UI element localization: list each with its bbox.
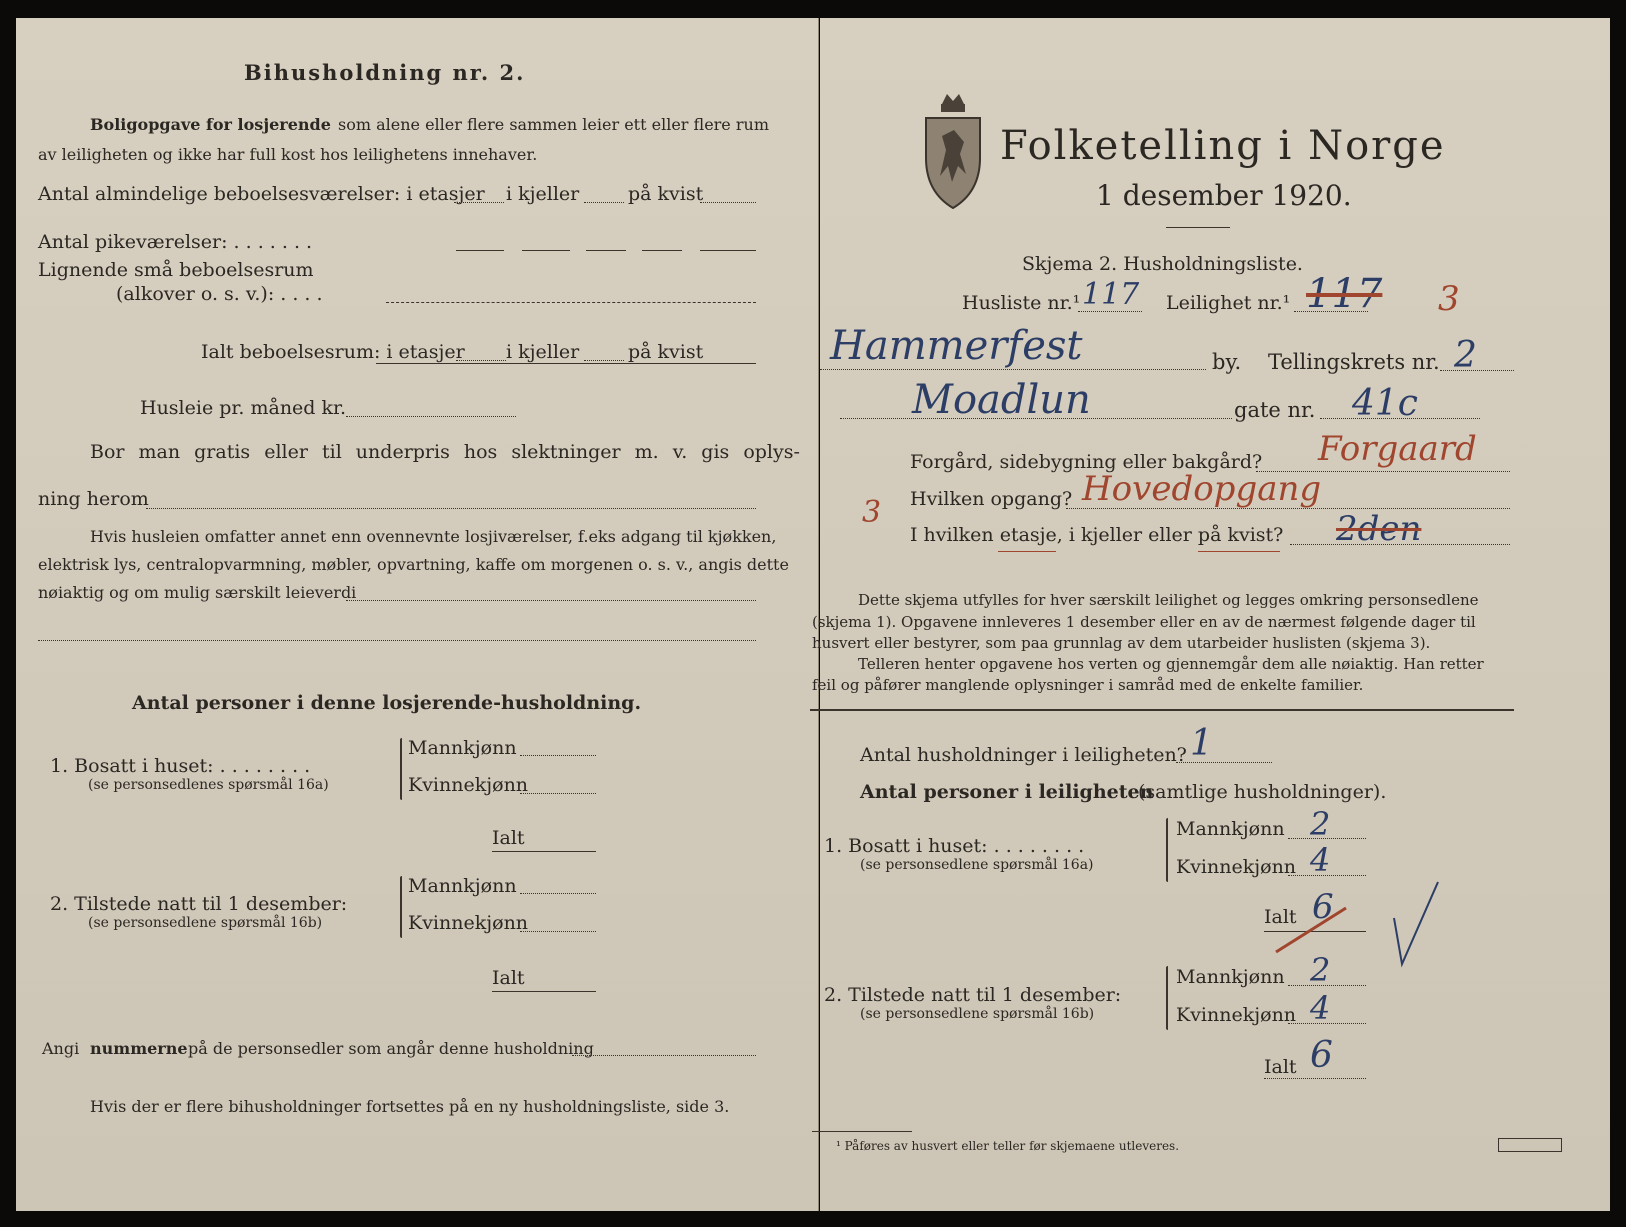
street-value: Moadlun: [912, 377, 1091, 423]
margin-mark: 3: [862, 495, 882, 530]
gate-value: 41c: [1352, 383, 1418, 424]
rooms-attic-label: på kvist: [628, 183, 704, 205]
right-page: [812, 18, 1610, 1211]
left-q1-sub: (se personsedlenes spørsmål 16a): [88, 777, 329, 793]
left-footer: Hvis der er flere bihusholdninger fortsettes på en ny husholdningsliste, side 3.: [90, 1097, 730, 1116]
rent-label: Husleie pr. måned kr.: [140, 397, 347, 419]
left-q2: 2. Tilstede natt til 1 desember:: [50, 893, 348, 915]
numbers-post: på de personsedler som angår denne husholdning: [188, 1039, 594, 1058]
left-q1-total-label: Ialt: [492, 827, 525, 849]
floor-question: I hvilken etasje, i kjeller eller på kvist?: [910, 524, 1284, 546]
left-q2-total-label: Ialt: [492, 967, 525, 989]
right-q1-male-label: Mannkjønn: [1176, 818, 1285, 840]
city-label: by.: [1212, 350, 1242, 374]
similar-rooms-label: Lignende små beboelsesrum: [38, 259, 314, 281]
free-line1: Bor man gratis eller til underpris hos slektninger m. v. gis oplys-: [90, 441, 800, 463]
instr-line3: husvert eller bestyrer, som paa grunnlag av dem utarbeider huslisten (skjema 3).: [812, 634, 1431, 652]
right-q1-total-label: Ialt: [1264, 906, 1297, 928]
printer-stamp-icon: [1498, 1138, 1562, 1152]
instr-line5: feil og påfører manglende oplysninger i samråd med de enkelte familier.: [812, 676, 1364, 694]
right-persons-heading-rest: (samtlige husholdninger).: [1138, 781, 1387, 803]
yard-question: Forgård, sidebygning eller bakgård?: [910, 451, 1263, 473]
left-q1-male-label: Mannkjønn: [408, 737, 517, 759]
checkmark-icon: [1388, 878, 1444, 970]
left-q2-male-label: Mannkjønn: [408, 875, 517, 897]
right-q1-male-value: 2: [1310, 805, 1331, 843]
entrance-question: Hvilken opgang?: [910, 488, 1073, 510]
yard-value: Forgaard: [1318, 429, 1477, 469]
leilighet-value: 3: [1438, 279, 1460, 319]
right-q1-total-value: 6: [1312, 887, 1334, 927]
similar-rooms-sub: (alkover o. s. v.): . . . .: [116, 283, 323, 305]
right-q2-male-value: 2: [1310, 951, 1331, 989]
gate-label: gate nr.: [1234, 398, 1316, 422]
left-title: Bihusholdning nr. 2.: [244, 60, 526, 85]
total-rooms-label: Ialt beboelsesrum: i etasjer: [201, 341, 465, 363]
strike-mark-icon: [1272, 904, 1352, 956]
maid-rooms-label: Antal pikeværelser: . . . . . . .: [38, 231, 313, 253]
left-q2-sub: (se personsedlene spørsmål 16b): [88, 915, 323, 931]
incl-line1: Hvis husleien omfatter annet enn ovennevnte losjiværelser, f.eks adgang til kjøkken,: [90, 527, 777, 546]
leilighet-struck-value: 117: [1306, 271, 1383, 317]
right-q2-female-label: Kvinnekjønn: [1176, 1004, 1297, 1026]
right-q2-sub: (se personsedlene spørsmål 16b): [860, 1006, 1095, 1022]
floor-value: 2den: [1336, 509, 1422, 549]
households-value: 1: [1190, 723, 1213, 764]
incl-line3: nøiaktig og om mulig særskilt leieverdi: [38, 583, 357, 602]
free-line2: ning herom: [38, 488, 149, 510]
instr-line2: (skjema 1). Opgavene innleveres 1 desember eller en av de nærmest følgende dager til: [812, 613, 1476, 631]
footnote: ¹ Påføres av husvert eller teller før skjemaene utleveres.: [836, 1139, 1180, 1153]
right-q1-female-label: Kvinnekjønn: [1176, 856, 1297, 878]
households-question: Antal husholdninger i leiligheten?: [860, 744, 1187, 766]
right-q2-total-label: Ialt: [1264, 1056, 1297, 1078]
left-q1-female-label: Kvinnekjønn: [408, 774, 529, 796]
left-q2-female-label: Kvinnekjønn: [408, 912, 529, 934]
leilighet-label: Leilighet nr.¹: [1166, 292, 1291, 314]
census-date: 1 desember 1920.: [1096, 179, 1352, 212]
coat-of-arms-icon: [920, 92, 986, 212]
husliste-label: Husliste nr.¹: [962, 292, 1081, 314]
right-q2-female-value: 4: [1310, 989, 1331, 1027]
right-q1: 1. Bosatt i huset: . . . . . . . .: [824, 835, 1085, 857]
numbers-pre: Angi: [42, 1039, 80, 1058]
krets-value: 2: [1454, 335, 1477, 376]
intro-bold: Boligopgave for losjerende: [90, 115, 331, 134]
entrance-value: Hovedopgang: [1082, 469, 1322, 509]
left-q1: 1. Bosatt i huset: . . . . . . . .: [50, 755, 311, 777]
husliste-value: 117: [1082, 277, 1140, 312]
right-q1-sub: (se personsedlene spørsmål 16a): [860, 857, 1094, 873]
left-persons-heading: Antal personer i denne losjerende-husholdning.: [132, 692, 642, 714]
total-attic-label: på kvist: [628, 341, 704, 363]
intro-rest: som alene eller flere sammen leier ett eller flere rum: [338, 115, 769, 134]
right-q2: 2. Tilstede natt til 1 desember:: [824, 984, 1122, 1006]
right-q2-male-label: Mannkjønn: [1176, 966, 1285, 988]
instr-line4: Telleren henter opgavene hos verten og gjennemgår dem alle nøiaktig. Han retter: [858, 655, 1484, 673]
rooms-cellar-label: i kjeller: [506, 183, 580, 205]
right-title: Folketelling i Norge: [1000, 123, 1446, 169]
total-cellar-label: i kjeller: [506, 341, 580, 363]
right-q2-total-value: 6: [1310, 1035, 1333, 1076]
schema-label: Skjema 2. Husholdningsliste.: [1022, 253, 1303, 275]
city-value: Hammerfest: [830, 323, 1083, 369]
krets-label: Tellingskrets nr.: [1268, 350, 1440, 374]
right-q1-female-value: 4: [1310, 841, 1331, 879]
numbers-bold: nummerne: [90, 1039, 188, 1058]
incl-line2: elektrisk lys, centralopvarmning, møbler, opvartning, kaffe om morgenen o. s. v., angis dette: [38, 555, 789, 574]
right-persons-heading: Antal personer i leiligheten: [860, 781, 1154, 803]
rooms-label: Antal almindelige beboelsesværelser: i etasjer: [38, 183, 485, 205]
intro-line2: av leiligheten og ikke har full kost hos leilighetens innehaver.: [38, 145, 538, 164]
instr-line1: Dette skjema utfylles for hver særskilt leilighet og legges omkring personsedlene: [858, 591, 1479, 609]
left-page: [16, 18, 819, 1211]
